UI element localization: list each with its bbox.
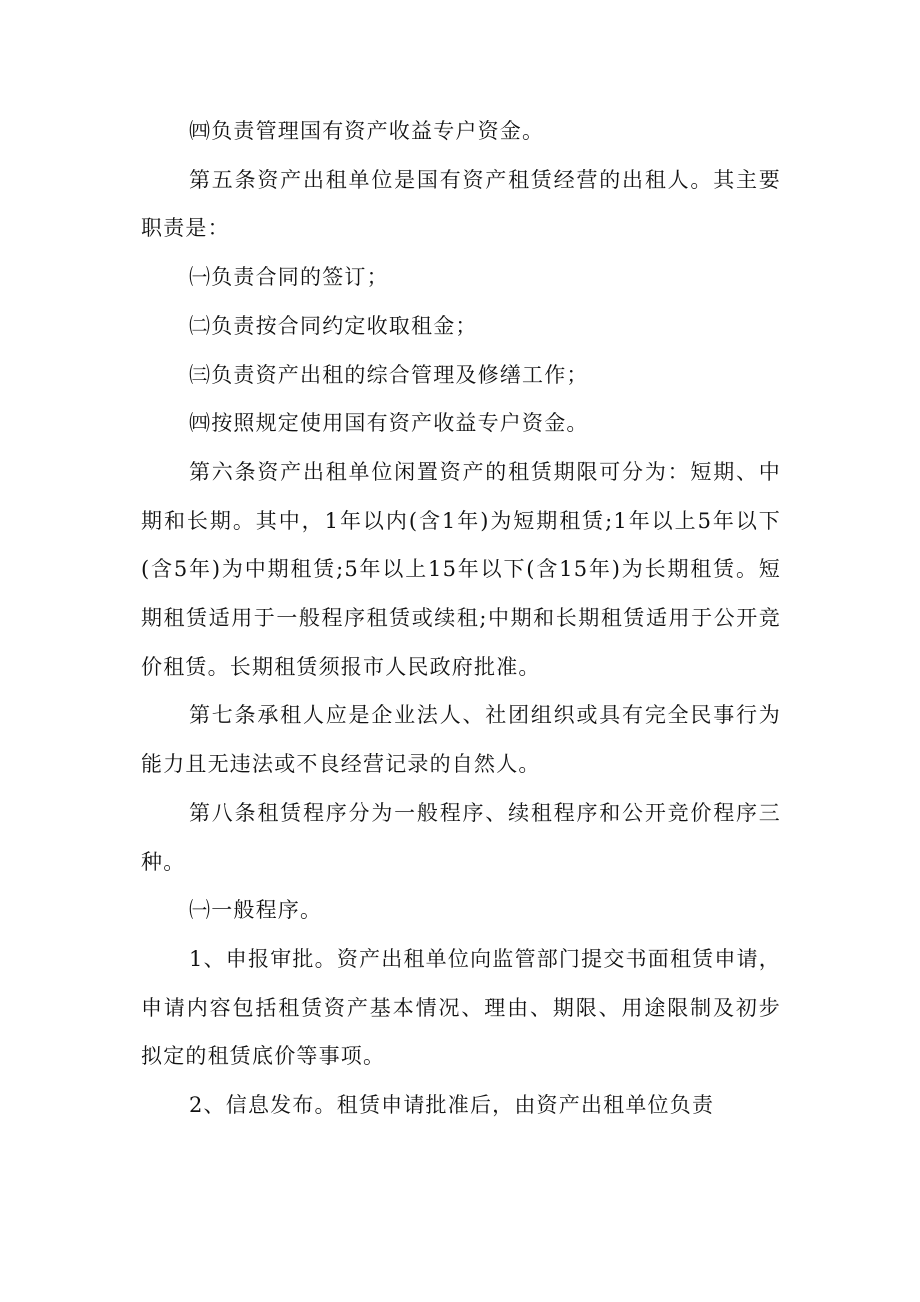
paragraph: ㈣按照规定使用国有资产收益专户资金。: [189, 411, 589, 436]
paragraph: ㈢负责资产出租的综合管理及修缮工作；: [189, 362, 589, 387]
paragraph: 2、信息发布。租赁申请批准后，由资产出租单位负责: [189, 1093, 715, 1118]
paragraph: ㈠负责合同的签订；: [189, 265, 389, 290]
paragraph: ㈠一般程序。: [189, 898, 323, 923]
paragraph: 第八条租赁程序分为一般程序、续租程序和公开竞价程序三种。: [141, 800, 781, 874]
paragraph: ㈣负责管理国有资产收益专户资金。: [189, 119, 545, 143]
paragraph: 1、申报审批。资产出租单位向监管部门提交书面租赁申请，申请内容包括租赁资产基本情况、理由、期限、用途限制及初步拟定的租赁底价等事项。: [141, 946, 781, 1069]
paragraph: 第七条承租人应是企业法人、社团组织或具有完全民事行为能力且无违法或不良经营记录的自然人。: [141, 703, 781, 777]
paragraph: 第六条资产出租单位闲置资产的租赁期限可分为：短期、中期和长期。其中，1年以内(含1年)为短期租赁;1年以上5年以下(含5年)为中期租赁;5年以上15年以下(含15年)为长期租赁。短期租赁适用于一般程序租赁或续租;中期和长期租赁适用于公开竞价租赁。长期租赁须报市人民政府批准。: [141, 459, 781, 679]
paragraph: 第五条资产出租单位是国有资产租赁经营的出租人。其主要职责是：: [141, 167, 781, 241]
paragraph: ㈡负责按合同约定收取租金；: [189, 313, 478, 338]
document-body: [141, 107, 781, 1130]
